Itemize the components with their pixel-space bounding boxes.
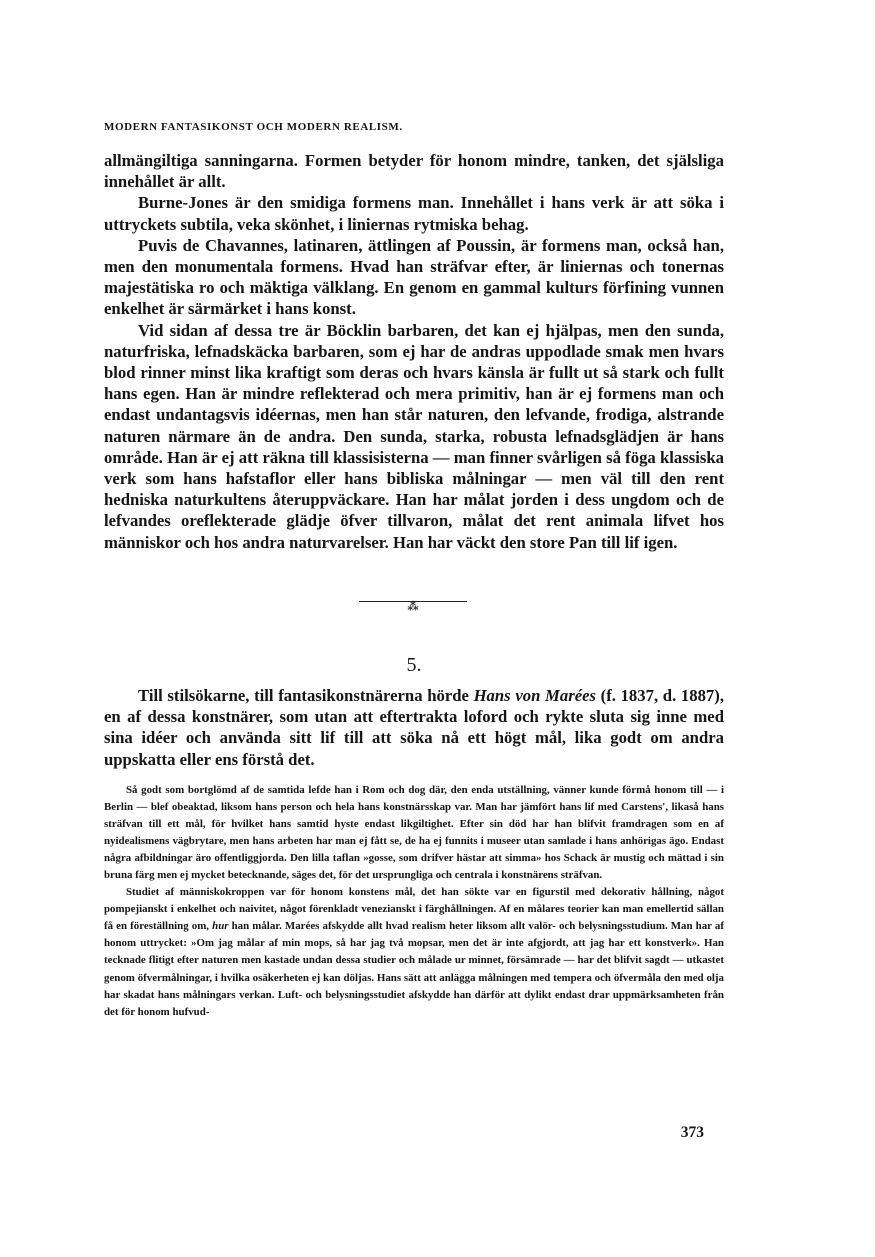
paragraph-marees-intro [104,685,724,770]
section-intro [104,685,724,770]
main-text [104,150,724,553]
divider-ornament: ⁂ [407,601,419,613]
small-2-before: Studiet af människokroppen var för honom konstens mål, det han sökte var en figurstil med dekorativ hållning, något pompejianskt i enkelhet och naivitet, något förenkladt venezianskt i färghållningen. Af en målares teorier kan man emellertid sällan få en föreställning om, [104,886,724,933]
section-number: 5. [406,654,422,676]
small-print-text [104,782,724,1021]
paragraph-bocklin: Vid sidan af dessa tre är Böcklin barbaren, det kan ej hjälpas, men den sunda, naturfriska, lefnadskäcka barbaren, som ej har de andras uppodlade smak men hvars blod rinner minst lika kraftigt som deras och hvars känsla är fullt ut så stark och fullt hans egen. Han är mindre reflekterad och mera primitiv, han är ej formens man och endast undantagsvis idéernas, men han står naturen, den lefvande, frodiga, alstrande naturen närmare än de andra. Den sunda, starka, robusta lefnadsglädjen är hans område. Han är ej att räkna till klassisisterna — man finner svårligen så föga klassiska verk som hans hafstaflor eller hans bibliska målningar — men väl till den rent hedniska naturkultens återuppväckare. Han har målat jorden i dess ungdom och de lefvandes oreflekterade glädje öfver tillvaron, målat det rent animala lifvet hos människor och hos andra naturvarelser. Han har väckt den store Pan till lif igen. [104,320,724,552]
paragraph-puvis: Puvis de Chavannes, latinaren, ättlingen af Poussin, är formens man, också han, men den monumentala formens. Hvad han sträfvar efter, är liniernas och tonernas majestätiska ro och mäktiga välklang. En genom en gammal kulturs förfining vunnen enkelhet är särmärket i hans konst. [104,235,724,319]
paragraph-burne-jones: Burne-Jones är den smidiga formens man. Innehållet i hans verk är att söka i uttryckets subtila, veka skönhet, i liniernas rytmiska behag. [104,193,724,234]
page-number: 373 [680,1124,704,1141]
paragraph-small-1: Så godt som bortglömd af de samtida lefde han i Rom och dog där, den enda utställning, vänner kunde förmå honom till — i Berlin — blef obeaktad, liksom hans person och hela hans konstnärsskap var. Man har jämfört hans lif med Carstens', likaså hans sträfvan till ett mål, för hvilket hans samtid hyste endast likgiltighet. Efter sin död har han blifvit framdragen som en af nyidealismens vägbrytare, men hans arbeten har man ej fått se, de ha ej funnits i museer utan samlade i hans anhörigas ägo. Endast några afbildningar äro offentliggjorda. Den lilla taflan »gosse, som drifver hästar att simma» hos Schack är mustig och mättad i sin bruna färg men ej mycket betecknande, säges det, för det ursprungliga och centrala i konstnärens sträfvan. [104,784,724,882]
intro-text-before: Till stilsökarne, till fantasikonstnärerna hörde [138,686,474,705]
running-head: MODERN FANTASIKONST OCH MODERN REALISM. [104,121,403,133]
section-divider [359,600,467,620]
paragraph-small-2 [104,884,724,1020]
emphasis-hur: hur [212,920,229,933]
intro-text-after: (f. 1837, d. 1887), en af dessa konstnärer, som utan att eftertrakta loford och rykte sluta sig inne med sina idéer och använda sitt lif till att söka nå ett högt mål, lika godt om andra uppskatta eller ens förstå det. [104,686,724,769]
paragraph-continuation: allmängiltiga sanningarna. Formen betyder för honom mindre, tanken, det själsliga innehållet är allt. [104,151,724,192]
small-2-after: han målar. Marées afskydde allt hvad realism heter liksom allt valör- och belysningsstudium. Man har af honom uttrycket: »Om jag målar af min mops, så har jag två mopsar, men det är inte afgjordt, att jag har ett konstverk». Han tecknade flitigt efter naturen men kastade undan dessa studier och målade ur minnet, försämrade — har det blifvit sagdt — utkastet genom öfvermålningar, i hvilka osäkerheten ej kan döljas. Hans sätt att anlägga målningen med tempera och öfvermåla den med olja har skadat hans målningars verkan. Luft- och belysningsstudiet afskydde han därför att dylikt endast drar uppmärksamheten från det för honom hufvud- [104,920,724,1018]
artist-name: Hans von Marées [473,686,596,705]
